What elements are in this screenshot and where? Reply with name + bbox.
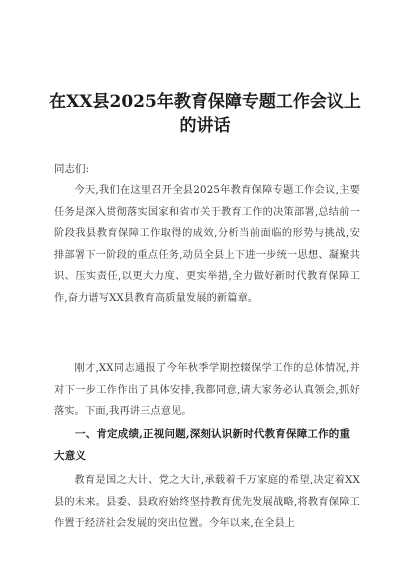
body-paragraph-1: 今天,我们在这里召开全县2025年教育保障专题工作会议,主要任务是深入贯彻落实国家和省市关于教育工作的决策部署,总结前一阶段我县教育保障工作取得的成效,分析当前面临的形势与挑战,安排部署下一阶段的重点任务,动员全县上下进一步统一思想、凝聚共识、压实责任,以更大力度、更实举措,全力做好新时代教育保障工作,奋力谱写XX县教育高质量发展的新篇章。 [54, 185, 360, 304]
section-heading: 一、肯定成绩,正视问题,深刻认识新时代教育保障工作的重大意义 [54, 428, 351, 462]
body-paragraph-2: 刚才,XX同志通报了今年秋季学期控辍保学工作的总体情况,并对下一步工作作出了具体安排,我都同意,请大家务必认真领会,抓好落实。下面,我再讲三点意见。 [54, 363, 360, 417]
section-paragraph: 教育是国之大计、党之大计,承载着千万家庭的希望,决定着XX县的未来。县委、县政府始终坚持教育优先发展战略,将教育保障工作置于经济社会发展的突出位置。今年以来,在全县上 [54, 475, 360, 529]
document-title-line-1: 在XX县2025年教育保障专题工作会议上 [49, 92, 361, 112]
document-title-line-2: 的讲话 [179, 116, 231, 136]
salutation: 同志们: [54, 163, 90, 175]
